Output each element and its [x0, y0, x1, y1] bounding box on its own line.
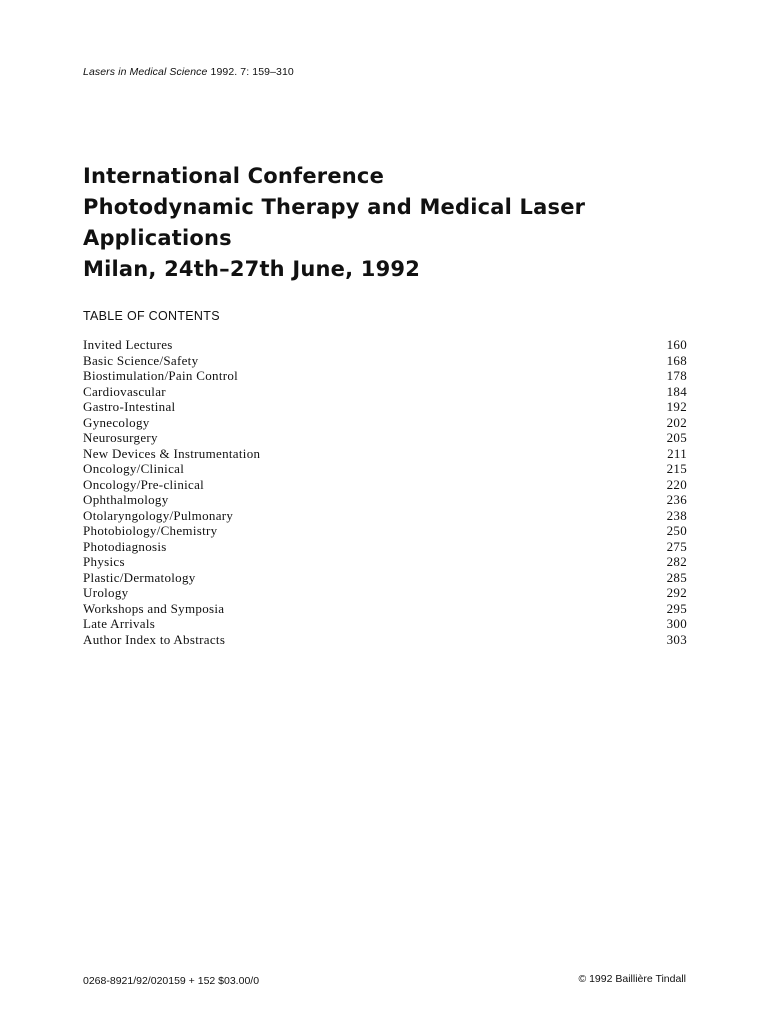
toc-entry-title: Basic Science/Safety: [83, 352, 199, 368]
toc-entry-page: 292: [666, 585, 687, 600]
toc-entry-page: 238: [666, 507, 687, 523]
toc-entry: [83, 415, 687, 431]
toc-entry-title: Workshops and Symposia: [83, 600, 225, 616]
journal-volume-pages: 1992. 7: 159–310: [207, 66, 294, 78]
toc-entry-page: 168: [666, 352, 687, 368]
toc-entry: [83, 554, 687, 570]
toc-entry-title: New Devices & Instrumentation: [83, 445, 261, 461]
toc-entry: [83, 601, 687, 617]
toc-entry-page: 184: [666, 383, 687, 399]
toc-entry-title: Late Arrivals: [83, 616, 156, 631]
toc-entry-title: Cardiovascular: [83, 383, 166, 399]
toc-entry-page: 300: [666, 616, 687, 631]
toc-entry-title: Author Index to Abstracts: [83, 631, 226, 647]
toc-list: [83, 337, 687, 647]
toc-entry: [83, 523, 687, 539]
toc-entry-page: 192: [666, 399, 687, 414]
toc-entry: [83, 368, 687, 384]
toc-entry-page: 211: [667, 445, 687, 461]
toc-entry: [83, 399, 687, 415]
toc-entry-title: Physics: [83, 554, 125, 569]
toc-entry: [83, 508, 687, 524]
toc-entry-page: 285: [666, 569, 687, 585]
toc-entry-title: Neurosurgery: [83, 430, 158, 445]
toc-entry: [83, 353, 687, 369]
toc-entry-page: 178: [666, 368, 687, 383]
toc-entry: [83, 492, 687, 508]
toc-entry-title: Photodiagnosis: [83, 538, 167, 554]
toc-entry: [83, 616, 687, 632]
toc-entry: [83, 477, 687, 493]
toc-entry-page: 160: [666, 337, 687, 352]
toc-entry-title: Urology: [83, 585, 129, 600]
footer-copyright: © 1992 Baillière Tindall: [578, 973, 686, 985]
toc-entry-page: 205: [666, 430, 687, 445]
toc-entry-page: 220: [666, 476, 687, 492]
toc-entry-title: Otolaryngology/Pulmonary: [83, 507, 234, 523]
conference-title: [83, 161, 585, 285]
title-line: International Conference: [83, 164, 385, 188]
toc-entry: [83, 337, 687, 353]
toc-entry: [83, 446, 687, 462]
toc-entry-page: 250: [666, 523, 687, 538]
toc-entry-title: Oncology/Pre-clinical: [83, 476, 205, 492]
toc-heading: TABLE OF CONTENTS: [83, 309, 220, 323]
toc-entry-title: Ophthalmology: [83, 492, 169, 507]
toc-entry: [83, 461, 687, 477]
toc-entry-page: 303: [666, 631, 687, 647]
journal-name: Lasers in Medical Science: [83, 66, 208, 78]
toc-entry-title: Photobiology/Chemistry: [83, 523, 218, 538]
title-line: Photodynamic Therapy and Medical Laser: [83, 195, 586, 219]
toc-entry: [83, 585, 687, 601]
toc-entry-page: 282: [666, 554, 687, 569]
footer-code: 0268-8921/92/020159 + 152 $03.00/0: [83, 975, 260, 987]
title-line: Milan, 24th–27th June, 1992: [83, 257, 421, 281]
toc-entry-title: Biostimulation/Pain Control: [83, 368, 239, 383]
toc-entry: [83, 570, 687, 586]
toc-entry: [83, 384, 687, 400]
toc-entry-title: Gynecology: [83, 414, 150, 430]
toc-entry-page: 202: [666, 414, 687, 430]
title-line: Applications: [83, 226, 232, 250]
toc-entry: [83, 632, 687, 648]
toc-entry-page: 215: [666, 461, 687, 476]
toc-entry-title: Plastic/Dermatology: [83, 569, 196, 585]
toc-entry-page: 295: [666, 600, 687, 616]
toc-entry-title: Oncology/Clinical: [83, 461, 185, 476]
toc-entry-page: 275: [666, 538, 687, 554]
toc-entry-title: Invited Lectures: [83, 337, 173, 352]
toc-entry: [83, 430, 687, 446]
toc-entry-title: Gastro-Intestinal: [83, 399, 176, 414]
journal-citation: [83, 66, 294, 78]
toc-entry: [83, 539, 687, 555]
toc-entry-page: 236: [666, 492, 687, 507]
